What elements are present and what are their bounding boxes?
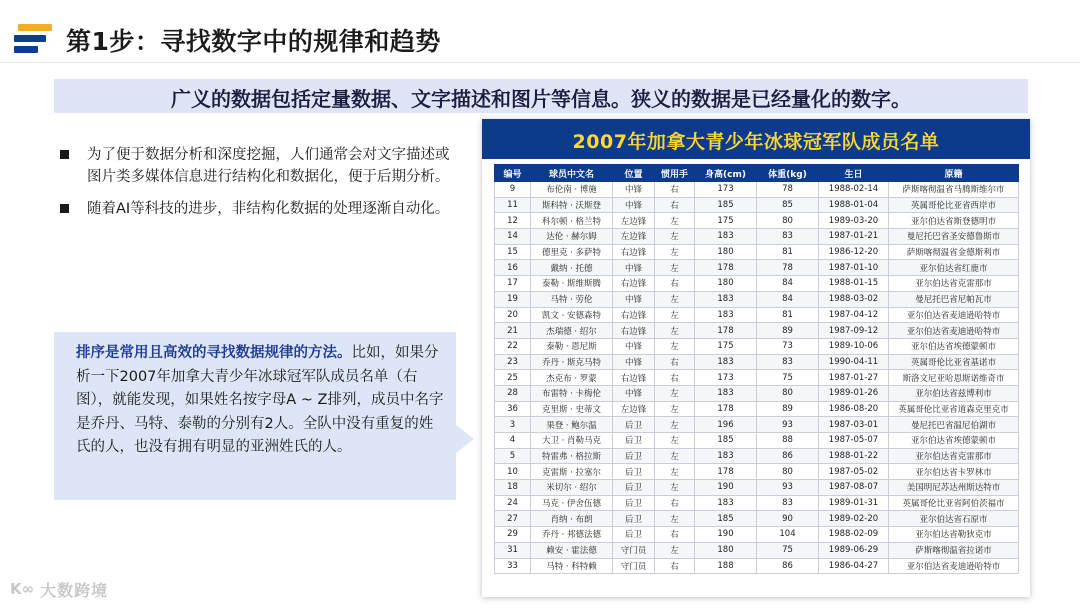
watermark-logo-icon: K∞ [10,580,35,598]
table-cell: 后卫 [613,511,655,527]
table-cell: 78 [757,182,819,198]
table-cell: 杰瑞德 · 绍尔 [531,323,613,339]
table-cell: 16 [495,260,531,276]
table-header-row [495,165,1019,182]
table-cell: 右边锋 [613,244,655,260]
table-cell: 183 [695,229,757,245]
table-cell: 果登 · 鲍尔温 [531,417,613,433]
table-row [495,276,1019,292]
table-cell: 马特 · 劳伦 [531,291,613,307]
table-cell: 布雷特 · 卡梅伦 [531,385,613,401]
bullet-text: 随着AI等科技的进步，非结构化数据的处理逐渐自动化。 [87,201,450,217]
table-cell: 173 [695,370,757,386]
table-cell: 24 [495,495,531,511]
table-cell: 守门员 [613,558,655,574]
table-cell: 1988-02-09 [819,527,889,543]
table-cell: 86 [757,558,819,574]
table-cell: 马克 · 伊舍伍德 [531,495,613,511]
table-cell: 178 [695,401,757,417]
table-cell: 戴纳 · 托德 [531,260,613,276]
table-cell: 左 [655,244,695,260]
table-cell: 196 [695,417,757,433]
table-cell: 肖纳 · 布朗 [531,511,613,527]
table-cell: 3 [495,417,531,433]
table-cell: 180 [695,542,757,558]
table-cell: 左 [655,511,695,527]
table-cell: 左 [655,464,695,480]
callout-pointer [456,425,474,453]
table-cell: 85 [757,197,819,213]
table-cell: 马特 · 科特赖 [531,558,613,574]
column-header: 生日 [819,165,889,182]
logo-bar-middle [14,35,46,42]
logo [14,22,54,56]
table-row [495,182,1019,198]
table-cell: 23 [495,354,531,370]
table-cell: 175 [695,338,757,354]
table-cell: 190 [695,527,757,543]
logo-bar-bottom [14,46,38,53]
roster-table-card [482,119,1030,597]
table-cell: 亚尔伯达省红鹿市 [889,260,1019,276]
table-cell: 美国明尼苏达州斯达特市 [889,480,1019,496]
table-cell: 178 [695,323,757,339]
table-cell: 米切尔 · 绍尔 [531,480,613,496]
table-cell: 1988-03-02 [819,291,889,307]
table-cell: 左 [655,229,695,245]
table-row [495,480,1019,496]
table-row [495,542,1019,558]
table-cell: 右 [655,558,695,574]
table-cell: 后卫 [613,433,655,449]
table-row [495,354,1019,370]
table-cell: 守门员 [613,542,655,558]
table-cell: 84 [757,291,819,307]
table-cell: 1987-05-02 [819,464,889,480]
table-cell: 104 [757,527,819,543]
table-cell: 183 [695,291,757,307]
column-header: 身高(cm) [695,165,757,182]
table-cell: 亚尔伯达省麦迪逊哈特市 [889,323,1019,339]
table-cell: 右边锋 [613,276,655,292]
table-cell: 183 [695,495,757,511]
column-header: 位置 [613,165,655,182]
header-divider [0,62,1080,63]
table-row [495,527,1019,543]
table-cell: 1987-03-01 [819,417,889,433]
table-cell: 左 [655,448,695,464]
table-cell: 27 [495,511,531,527]
table-cell: 中锋 [613,385,655,401]
table-cell: 178 [695,260,757,276]
table-cell: 后卫 [613,480,655,496]
table-cell: 1989-03-20 [819,213,889,229]
table-cell: 乔丹 · 邦德法德 [531,527,613,543]
table-cell: 1987-09-12 [819,323,889,339]
table-body [495,182,1019,574]
table-cell: 右 [655,495,695,511]
table-cell: 11 [495,197,531,213]
table-cell: 81 [757,244,819,260]
table-cell: 75 [757,542,819,558]
table-row [495,511,1019,527]
table-cell: 1990-04-11 [819,354,889,370]
column-header: 编号 [495,165,531,182]
table-cell: 180 [695,276,757,292]
table-cell: 29 [495,527,531,543]
table-cell: 88 [757,433,819,449]
table-cell: 亚尔伯达省麦迪逊哈特市 [889,558,1019,574]
table-cell: 17 [495,276,531,292]
table-cell: 曼尼托巴省温尼伯湖市 [889,417,1019,433]
table-cell: 28 [495,385,531,401]
table-cell: 1989-01-31 [819,495,889,511]
table-cell: 93 [757,417,819,433]
table-cell: 右边锋 [613,307,655,323]
table-cell: 89 [757,401,819,417]
table-cell: 右 [655,527,695,543]
table-cell: 右 [655,197,695,213]
table-cell: 亚尔伯达省石原市 [889,511,1019,527]
table-cell: 左边锋 [613,401,655,417]
table-cell: 后卫 [613,495,655,511]
table-cell: 1986-08-20 [819,401,889,417]
table-cell: 188 [695,558,757,574]
table-cell: 左边锋 [613,229,655,245]
table-cell: 萨斯喀彻温省金德斯利市 [889,244,1019,260]
table-cell: 81 [757,307,819,323]
table-cell: 183 [695,448,757,464]
table-cell: 左边锋 [613,213,655,229]
table-cell: 1986-04-27 [819,558,889,574]
table-cell: 赖安 · 霍法德 [531,542,613,558]
bullet-item [60,198,460,220]
table-cell: 英属哥伦比亚省阿伯茨福市 [889,495,1019,511]
table-cell: 中锋 [613,260,655,276]
table-title: 2007年加拿大青少年冰球冠军队成员名单 [572,131,940,153]
table-cell: 左 [655,401,695,417]
table-cell: 左 [655,338,695,354]
table-cell: 后卫 [613,527,655,543]
table-cell: 10 [495,464,531,480]
table-cell: 左 [655,260,695,276]
table-row [495,307,1019,323]
table-cell: 89 [757,323,819,339]
column-header: 球员中文名 [531,165,613,182]
table-cell: 亚尔伯达省勒狄克市 [889,527,1019,543]
table-cell: 萨斯喀彻温省马腾斯维尔市 [889,182,1019,198]
table-cell: 183 [695,385,757,401]
table-cell: 36 [495,401,531,417]
table-cell: 左 [655,480,695,496]
table-cell: 左 [655,291,695,307]
table-cell: 14 [495,229,531,245]
watermark [10,578,108,600]
table-cell: 1988-01-04 [819,197,889,213]
column-header: 原籍 [889,165,1019,182]
table-cell: 5 [495,448,531,464]
table-cell: 12 [495,213,531,229]
table-row [495,260,1019,276]
table-cell: 德里克 · 多萨特 [531,244,613,260]
table-cell: 83 [757,354,819,370]
table-row [495,433,1019,449]
table-cell: 中锋 [613,354,655,370]
table-cell: 大卫 · 肖勒马克 [531,433,613,449]
table-cell: 亚尔伯达省兹博利市 [889,385,1019,401]
table-cell: 曼尼托巴省尼帕瓦市 [889,291,1019,307]
table-cell: 中锋 [613,182,655,198]
table-cell: 左 [655,542,695,558]
table-row [495,291,1019,307]
table-cell: 克雷斯 · 拉塞尔 [531,464,613,480]
table-cell: 亚尔伯达省埃德蒙顿市 [889,433,1019,449]
table-cell: 175 [695,213,757,229]
table-cell: 亚尔伯达省克雷那市 [889,276,1019,292]
table-cell: 右 [655,370,695,386]
column-header: 惯用手 [655,165,695,182]
table-cell: 泰勒 · 恩尼斯 [531,338,613,354]
table-cell: 185 [695,433,757,449]
table-cell: 萨斯喀彻温省拉诺市 [889,542,1019,558]
table-cell: 右 [655,182,695,198]
table-cell: 25 [495,370,531,386]
table-cell: 4 [495,433,531,449]
table-cell: 73 [757,338,819,354]
table-cell: 183 [695,354,757,370]
table-cell: 亚尔伯达省卡罗林市 [889,464,1019,480]
bullet-square-icon [60,204,69,213]
table-cell: 83 [757,495,819,511]
table-row [495,385,1019,401]
table-cell: 1988-02-14 [819,182,889,198]
table-cell: 21 [495,323,531,339]
table-cell: 22 [495,338,531,354]
table-cell: 右 [655,276,695,292]
table-cell: 亚尔伯达省麦迪逊哈特市 [889,307,1019,323]
table-cell: 180 [695,244,757,260]
table-cell: 中锋 [613,291,655,307]
table-row [495,213,1019,229]
bullet-list [60,144,460,230]
watermark-text: 大数跨境 [40,580,109,600]
table-cell: 特雷弗 · 格拉斯 [531,448,613,464]
table-cell: 178 [695,464,757,480]
table-cell: 布伦南 · 博施 [531,182,613,198]
table-cell: 曼尼托巴省圣安德鲁斯市 [889,229,1019,245]
table-cell: 左 [655,213,695,229]
table-cell: 1987-08-07 [819,480,889,496]
table-cell: 80 [757,213,819,229]
table-cell: 英属哥伦比亚省道森克里克市 [889,401,1019,417]
table-cell: 1987-05-07 [819,433,889,449]
table-row [495,558,1019,574]
table-cell: 左 [655,323,695,339]
table-cell: 20 [495,307,531,323]
table-cell: 左 [655,385,695,401]
table-cell: 78 [757,260,819,276]
callout-box [54,332,456,500]
bullet-item [60,144,460,188]
table-row [495,464,1019,480]
table-cell: 9 [495,182,531,198]
table-title-bar [482,119,1030,159]
table-cell: 31 [495,542,531,558]
table-cell: 左 [655,433,695,449]
table-cell: 190 [695,480,757,496]
table-cell: 后卫 [613,417,655,433]
column-header: 体重(kg) [757,165,819,182]
table-cell: 亚尔伯达省克雷那市 [889,448,1019,464]
bullet-square-icon [60,150,69,159]
table-cell: 18 [495,480,531,496]
table-cell: 后卫 [613,464,655,480]
table-row [495,244,1019,260]
table-cell: 左 [655,307,695,323]
table-row [495,229,1019,245]
callout-text [76,342,446,460]
page-title: 第1步：寻找数字中的规律和趋势 [66,27,441,56]
bullet-text: 为了便于数据分析和深度挖掘，人们通常会对文字描述或图片类多媒体信息进行结构化和数据化，便于后期分析。 [87,147,450,185]
table-cell: 93 [757,480,819,496]
subtitle: 广义的数据包括定量数据、文字描述和图片等信息。狭义的数据是已经量化的数字。 [171,87,911,111]
table-cell: 亚尔伯达省斯登德明市 [889,213,1019,229]
table-cell: 1989-01-26 [819,385,889,401]
callout-body-text: 比如，如果分析一下2007年加拿大青少年冰球冠军队成员名单（右图），就能发现，如果姓名按字母A ~ Z排列，成员中名字是乔丹、马特、泰勒的分别有2人。全队中没有重复的姓氏的人，也没有拥有明显的亚洲姓氏的人。 [76,345,444,455]
table-cell: 1986-12-20 [819,244,889,260]
table-cell: 右边锋 [613,370,655,386]
table-cell: 斯洛文尼亚哈恩斯诺维奇市 [889,370,1019,386]
table-row [495,417,1019,433]
table-cell: 乔丹 · 斯克马特 [531,354,613,370]
table-cell: 185 [695,197,757,213]
table-cell: 杰克布 · 罗蒙 [531,370,613,386]
callout-bold-text: 排序是常用且高效的寻找数据规律的方法。 [76,345,352,361]
table-cell: 科尔顿 · 格兰特 [531,213,613,229]
table-cell: 中锋 [613,197,655,213]
table-row [495,401,1019,417]
table-cell: 凯文 · 安德森特 [531,307,613,323]
table-cell: 1987-01-27 [819,370,889,386]
table-cell: 英属哥伦比亚省西岸市 [889,197,1019,213]
table-cell: 达伦 · 赫尔姆 [531,229,613,245]
table-cell: 80 [757,464,819,480]
table-cell: 173 [695,182,757,198]
table-cell: 84 [757,276,819,292]
table-cell: 1989-10-06 [819,338,889,354]
table-cell: 右 [655,354,695,370]
table-cell: 1987-01-21 [819,229,889,245]
table-cell: 克里斯 · 史蒂文 [531,401,613,417]
table-cell: 亚尔伯达省埃德蒙顿市 [889,338,1019,354]
table-row [495,495,1019,511]
table-cell: 英属哥伦比亚省基诺市 [889,354,1019,370]
subtitle-band [54,79,1028,113]
table-row [495,370,1019,386]
table-cell: 75 [757,370,819,386]
table-cell: 中锋 [613,338,655,354]
table-cell: 左 [655,417,695,433]
table-cell: 15 [495,244,531,260]
table-cell: 90 [757,511,819,527]
table-cell: 后卫 [613,448,655,464]
table-row [495,197,1019,213]
table-cell: 80 [757,385,819,401]
table-cell: 1989-06-29 [819,542,889,558]
table-cell: 1989-02-20 [819,511,889,527]
table-row [495,448,1019,464]
table-cell: 1987-04-12 [819,307,889,323]
table-cell: 1988-01-22 [819,448,889,464]
table-cell: 19 [495,291,531,307]
table-cell: 泰勒 · 斯维斯腾 [531,276,613,292]
table-cell: 斯科特 · 沃斯登 [531,197,613,213]
table-cell: 86 [757,448,819,464]
table-cell: 33 [495,558,531,574]
table-row [495,338,1019,354]
roster-table [494,164,1019,574]
table-cell: 右边锋 [613,323,655,339]
table-cell: 1987-01-10 [819,260,889,276]
table-cell: 83 [757,229,819,245]
table-cell: 1988-01-15 [819,276,889,292]
table-row [495,323,1019,339]
logo-bar-top [18,24,52,31]
table-cell: 183 [695,307,757,323]
table-cell: 185 [695,511,757,527]
